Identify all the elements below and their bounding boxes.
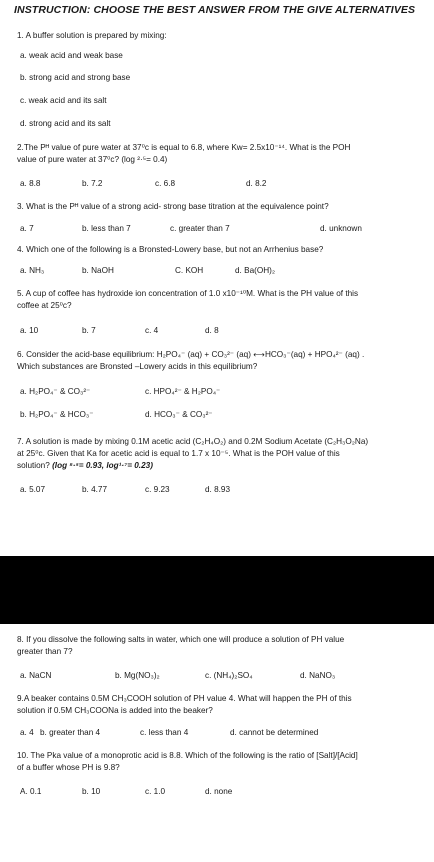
question-6-line-1: 6. Consider the acid-base equilibrium: H₂PO₄⁻ (aq) + CO₃²⁻ (aq) ⟷HCO₃⁻(aq) + HPO₄²⁻ (aq) . [17,350,365,359]
question-3: 3. What is the Pᴴ value of a strong acid- strong base titration at the equivalence point? [17,202,329,211]
q9-option-d: d. cannot be determined [230,728,319,737]
q3-option-d: d. unknown [320,224,362,233]
q5-option-c: c. 4 [145,326,159,335]
q4-options [20,266,420,278]
q3-option-b: b. less than 7 [82,224,131,233]
q7-option-b: b. 4.77 [82,485,108,494]
q9-option-b: b. greater than 4 [40,728,101,737]
q7-option-a: a. 5.07 [20,485,46,494]
q8-option-c: c. (NH₄)₂SO₄ [205,671,253,680]
q6-option-b: b. H₂PO₄⁻ & HCO₃⁻ [20,410,94,419]
question-7-log-hint: (log ⁸·⁵= 0.93, log¹·⁷= 0.23) [52,461,153,470]
lower-page [0,624,434,862]
question-9-line-2: solution if 0.5M CH₃COONa is added into the beaker? [17,706,213,715]
question-5-line-1: 5. A cup of coffee has hydroxide ion concentration of 1.0 x10⁻¹⁰M. What is the PH value of this [17,289,359,298]
q10-option-b: b. 10 [82,787,101,796]
question-10-line-2: of a buffer whose PH is 9.8? [17,763,120,772]
q1-option-b: b. strong acid and strong base [20,73,131,82]
black-separator-band [0,556,434,624]
question-7-line-2: at 25⁰c. Given that Ka for acetic acid is equal to 1.7 x 10⁻⁵. What is the POH value of this [17,449,340,458]
q4-option-c: C. KOH [175,266,204,275]
question-9-line-1: 9.A beaker contains 0.5M CH₃COOH solution of PH value 4. What will happen the PH of this [17,694,352,703]
q2-option-b: b. 7.2 [82,179,103,188]
q10-option-a: A. 0.1 [20,787,42,796]
q4-option-d: d. Ba(OH)₂ [235,266,276,275]
q4-option-a: a. NH₃ [20,266,45,275]
question-5-line-2: coffee at 25⁰c? [17,301,72,310]
q4-option-b: b. NaOH [82,266,114,275]
q3-options [20,224,420,236]
q10-option-c: c. 1.0 [145,787,166,796]
q8-option-b: b. Mg(NO₃)₂ [115,671,160,680]
question-6-line-2: Which substances are Bronsted –Lowery acids in this equilibrium? [17,362,258,371]
q9-options [20,728,420,740]
q9-option-a: a. 4 [20,728,34,737]
question-8-line-2: greater than 7? [17,647,73,656]
q6-option-a: a. H₂PO₄⁻ & CO₃²⁻ [20,387,91,396]
q2-option-c: c. 6.8 [155,179,176,188]
question-4: 4. Which one of the following is a Bronsted-Lowery base, but not an Arrhenius base? [17,245,324,254]
question-2-line-2: value of pure water at 37⁰c? (log ²·⁵= 0.4) [17,155,168,164]
question-1: 1. A buffer solution is prepared by mixing: [17,31,167,40]
q3-option-c: c. greater than 7 [170,224,230,233]
question-10-line-1: 10. The Pka value of a monoprotic acid is 8.8. Which of the following is the ratio of [Salt]/[Acid] [17,751,358,760]
q10-option-d: d. none [205,787,233,796]
q1-option-c: c. weak acid and its salt [20,96,107,105]
q6-options-row-1 [20,386,420,398]
question-8-line-1: 8. If you dissolve the following salts in water, which one will produce a solution of PH value [17,635,345,644]
q9-option-c: c. less than 4 [140,728,189,737]
q5-option-d: d. 8 [205,326,219,335]
q5-options [20,326,420,338]
q7-option-d: d. 8.93 [205,485,231,494]
q2-options [20,179,420,191]
q6-option-c: c. HPO₄²⁻ & H₂PO₄⁻ [145,387,221,396]
q8-options [20,671,420,683]
q7-option-c: c. 9.23 [145,485,170,494]
q8-option-a: a. NaCN [20,671,52,680]
question-2-line-1: 2.The Pᴴ value of pure water at 37⁰c is equal to 6.8, where Kw= 2.5x10⁻¹⁴. What is the POH [17,143,351,152]
question-7-line-3-text: solution? [17,461,53,470]
q1-option-d: d. strong acid and its salt [20,119,111,128]
q3-option-a: a. 7 [20,224,34,233]
q5-option-a: a. 10 [20,326,39,335]
q10-options [20,787,420,799]
question-7-line-3 [17,460,417,472]
q6-options-row-2 [20,409,420,421]
question-7-line-1: 7. A solution is made by mixing 0.1M acetic acid (C₂H₄O₂) and 0.2M Sodium Acetate (C₂H₃O₂Na) [17,437,369,446]
instruction-header: INSTRUCTION: CHOOSE THE BEST ANSWER FROM THE GIVE ALTERNATIVES [14,4,416,16]
q6-option-d: d. HCO₃⁻ & CO₃²⁻ [145,410,213,419]
q2-option-d: d. 8.2 [246,179,267,188]
q8-option-d: d. NaNO₃ [300,671,336,680]
q7-options [20,485,420,497]
q5-option-b: b. 7 [82,326,96,335]
q1-option-a: a. weak acid and weak base [20,51,123,60]
q2-option-a: a. 8.8 [20,179,41,188]
